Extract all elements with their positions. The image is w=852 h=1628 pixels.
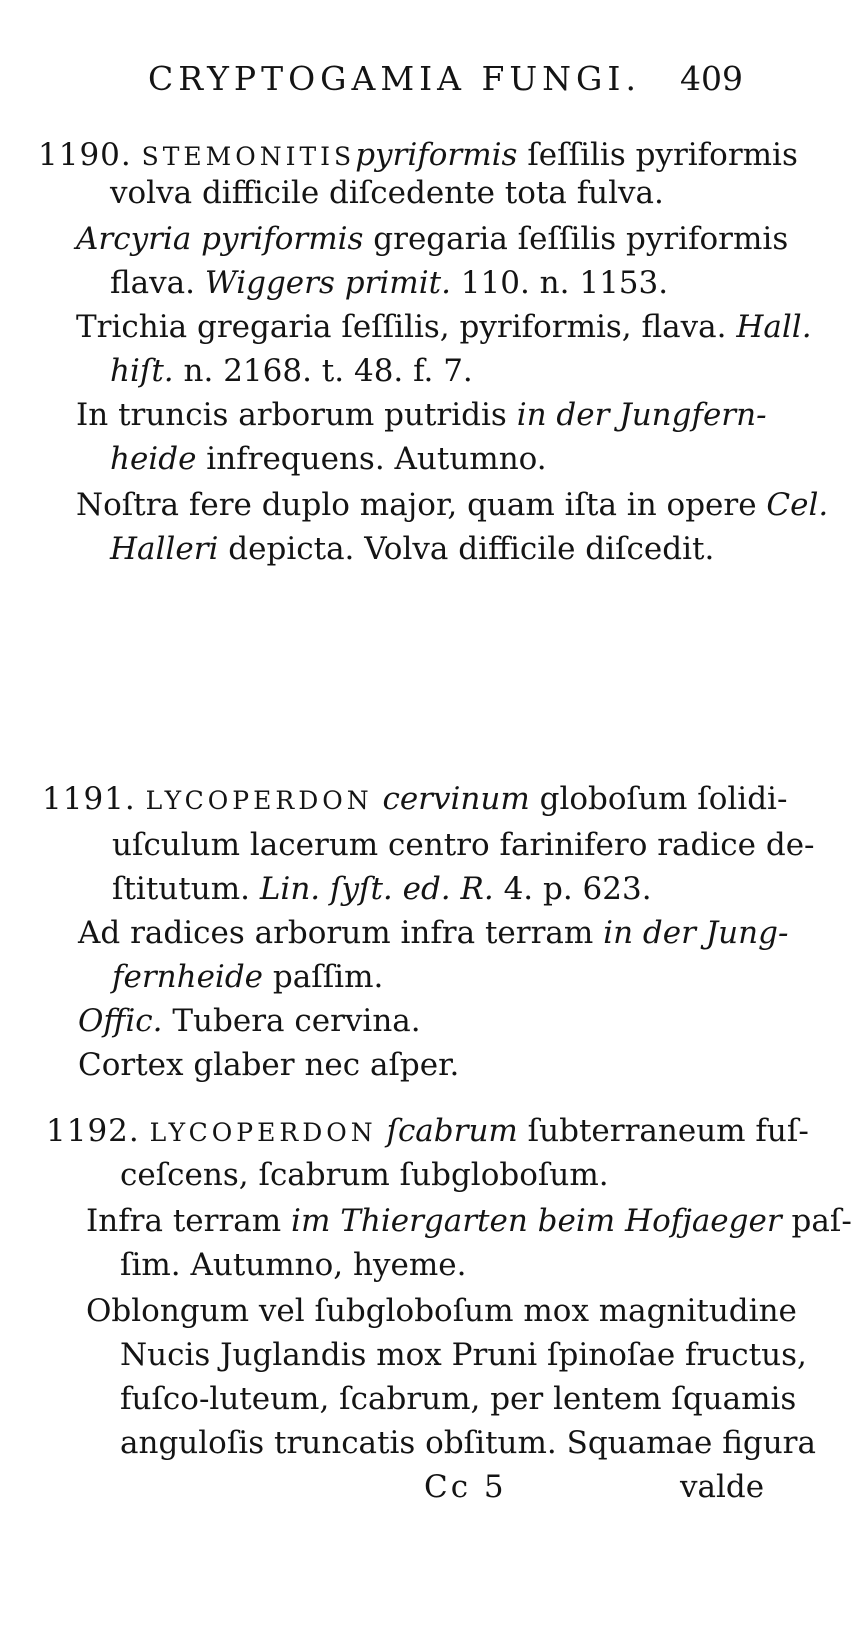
habitat-1191-line-2 <box>112 959 384 995</box>
habitat-1190-line-1 <box>76 397 767 433</box>
locality: fernheide <box>112 959 264 995</box>
diagnosis-text: ſtitutum. <box>112 871 250 907</box>
officinal-label: Offic. <box>78 1003 163 1039</box>
habitat-text: Ad radices arborum infra terram <box>78 915 594 951</box>
officinal-line <box>78 1003 421 1039</box>
diagnosis-text: globoſum ſolidi- <box>539 781 788 817</box>
entry-1190-line-1 <box>38 137 798 173</box>
reference-author: Wiggers primit. <box>204 265 451 301</box>
synonym-arcyria-line-2 <box>110 265 669 301</box>
page-number: 409 <box>680 59 743 98</box>
note-1190-line-2 <box>110 531 715 567</box>
entry-1191-line-3 <box>112 871 652 907</box>
running-header-title: CRYPTOGAMIA FUNGI. <box>148 59 641 98</box>
officinal-name: Tubera cervina. <box>172 1003 421 1039</box>
entry-1192-line-2: ceſcens, ſcabrum ſubgloboſum. <box>120 1157 609 1193</box>
catchword: valde <box>680 1469 765 1505</box>
signature-mark: Cc 5 <box>424 1469 507 1505</box>
genus-name: LYCOPERDON <box>145 786 373 815</box>
habitat-text: Infra terram <box>86 1203 282 1239</box>
habitat-text: paſ- <box>791 1203 852 1239</box>
entry-number: 1190. <box>38 137 132 173</box>
species-epithet: cervinum <box>382 781 530 817</box>
synonym-text: flava. <box>110 265 196 301</box>
habitat-text: paſſim. <box>272 959 384 995</box>
note-1190-line-1 <box>76 487 829 523</box>
genus-name: LYCOPERDON <box>149 1118 377 1147</box>
locality: in der Jungfern- <box>516 397 767 433</box>
entry-1190-line-2: volva difficile diſcedente tota fulva. <box>110 175 664 211</box>
habitat-1192-line-2: ſim. Autumno, hyeme. <box>120 1247 467 1283</box>
reference-number: 4. p. 623. <box>503 871 652 907</box>
synonym-text: Trichia gregaria ſeſſilis, pyriformis, flava. <box>76 309 727 345</box>
description-1192-line-2: Nucis Juglandis mox Pruni ſpinoſae fructus, <box>120 1337 807 1373</box>
reference-author: Lin. ſyſt. ed. R. <box>259 871 494 907</box>
entry-number: 1192. <box>46 1113 140 1149</box>
reference-work: hiſt. <box>110 353 174 389</box>
synonym-trichia-line-2 <box>110 353 473 389</box>
synonym-arcyria-line-1 <box>76 221 789 257</box>
genus-name: STEMONITIS <box>141 142 356 171</box>
diagnosis-text: ſeſſilis pyriformis <box>527 137 798 173</box>
reference-author: Hall. <box>736 309 812 345</box>
description-1192-line-3: fuſco-luteum, ſcabrum, per lentem ſquamis <box>120 1381 797 1417</box>
entry-1191-line-2: uſculum lacerum centro farinifero radice de- <box>112 827 815 863</box>
species-epithet: pyriformis <box>355 137 518 173</box>
habitat-1191-line-1 <box>78 915 789 951</box>
reference-number: 110. n. 1153. <box>460 265 669 301</box>
habitat-1192-line-1 <box>86 1203 852 1239</box>
note-text: Noſtra fere duplo major, quam iſta in opere <box>76 487 757 523</box>
species-epithet: ſcabrum <box>386 1113 518 1149</box>
diagnosis-text: ſubterraneum fuſ- <box>527 1113 809 1149</box>
entry-1191-line-1 <box>42 781 788 817</box>
locality: in der Jung- <box>603 915 789 951</box>
synonym-name: Arcyria pyriformis <box>76 221 364 257</box>
entry-number: 1191. <box>42 781 136 817</box>
habitat-text: In truncis arborum putridis <box>76 397 507 433</box>
entry-1192-line-1 <box>46 1113 809 1149</box>
cortex-line: Cortex glaber nec aſper. <box>78 1047 460 1083</box>
description-1192-line-4: anguloſis truncatis obſitum. Squamae figura <box>120 1425 816 1461</box>
habitat-1190-line-2 <box>110 441 547 477</box>
reference-author: Halleri <box>110 531 219 567</box>
locality: im Thiergarten beim Hofjaeger <box>291 1203 782 1239</box>
habitat-text: infrequens. Autumno. <box>206 441 547 477</box>
description-1192-line-1: Oblongum vel ſubgloboſum mox magnitudine <box>86 1293 797 1329</box>
synonym-trichia-line-1 <box>76 309 812 345</box>
reference-number: n. 2168. t. 48. f. 7. <box>183 353 473 389</box>
note-text: depicta. Volva difficile diſcedit. <box>228 531 715 567</box>
locality: heide <box>110 441 197 477</box>
synonym-text: gregaria ſeſſilis pyriformis <box>373 221 789 257</box>
reference-author: Cel. <box>766 487 829 523</box>
